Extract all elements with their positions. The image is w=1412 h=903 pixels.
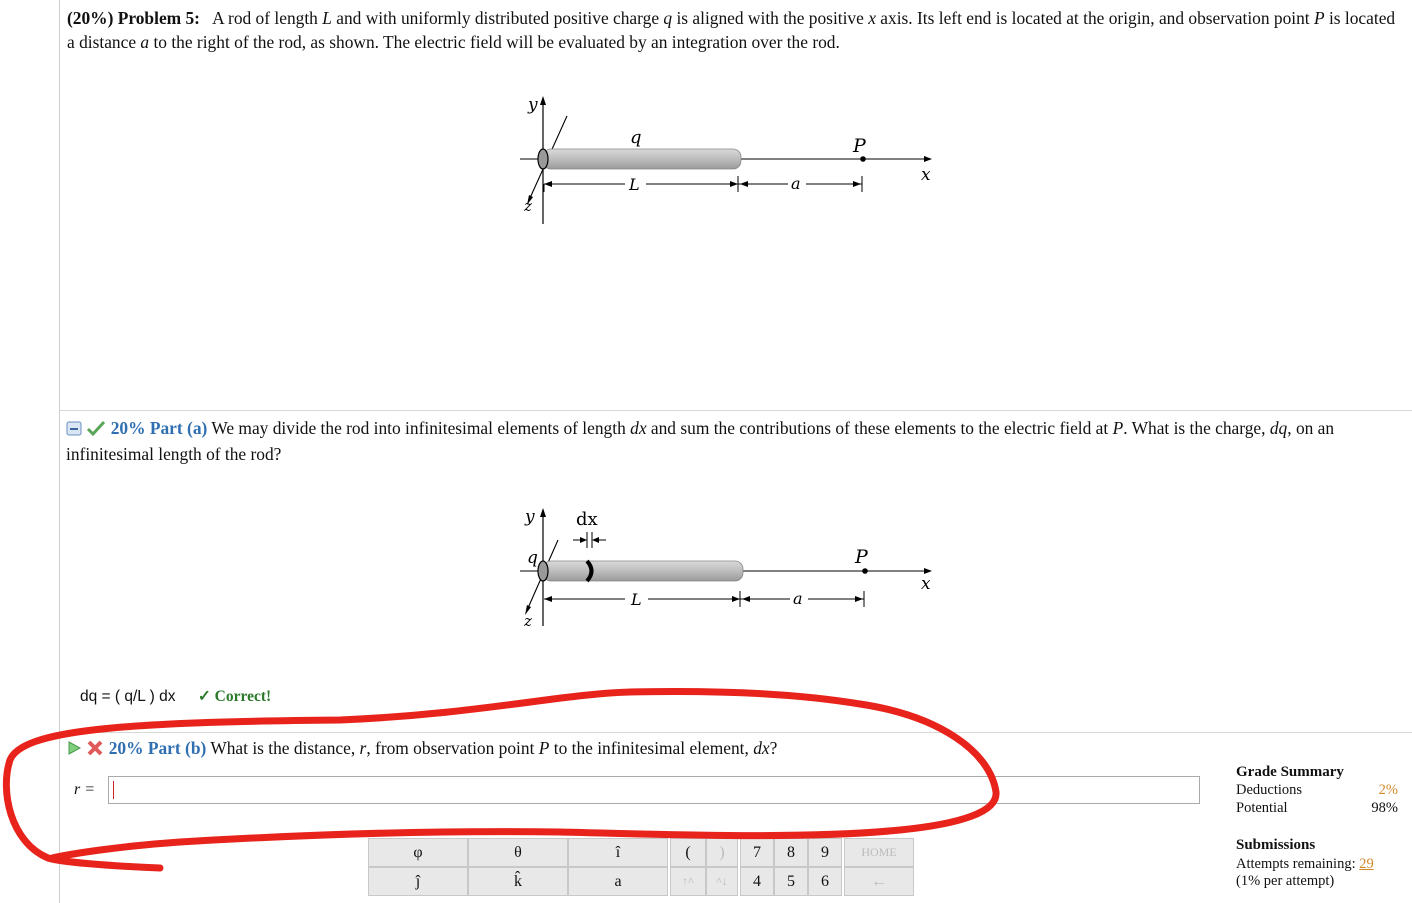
key-superscript[interactable]: ↑^ — [670, 867, 706, 896]
section-divider — [60, 410, 1412, 411]
part-a-text: We may divide the rod into infinitesimal elements of length — [207, 418, 631, 438]
deductions-label: Deductions — [1236, 782, 1303, 798]
key-a[interactable]: a — [568, 867, 668, 896]
key-7[interactable]: 7 — [740, 838, 774, 867]
rod-diagram-figure — [500, 88, 960, 233]
key-6[interactable]: 6 — [808, 867, 842, 896]
incorrect-x-icon — [86, 738, 104, 762]
fig1-P-label: P — [853, 135, 866, 157]
attempts-label: Attempts remaining: — [1236, 856, 1360, 872]
fig2-q-label: q — [527, 548, 538, 568]
var-P: P — [1313, 8, 1325, 28]
key-9[interactable]: 9 — [808, 838, 842, 867]
problem-text: A rod of length — [212, 8, 323, 28]
problem-text: is aligned with the positive — [672, 8, 869, 28]
expand-arrow-icon[interactable] — [66, 738, 82, 762]
var-r: r — [359, 738, 367, 758]
part-b-text: What is the distance, — [206, 738, 360, 758]
fig1-z-label: z — [524, 197, 532, 215]
part-a-answer-value: dq = ( q/L ) dx — [80, 688, 176, 705]
part-b-text: to the infinitesimal element, — [549, 738, 754, 758]
var-L: L — [322, 8, 332, 28]
fig1-a-label: a — [791, 174, 801, 193]
fig1-L-label: L — [629, 175, 640, 194]
key-close-paren[interactable]: ) — [706, 838, 738, 867]
var-a: a — [140, 32, 150, 52]
problem-text: and with uniformly distributed positive charge — [331, 8, 664, 28]
potential-value: 98% — [1371, 800, 1398, 816]
problem-text: is located a distance — [67, 8, 1396, 52]
part-b-text: ? — [769, 738, 778, 758]
key-i-hat[interactable]: î — [568, 838, 668, 867]
per-attempt-note — [1236, 873, 1398, 890]
var-q: q — [663, 8, 673, 28]
key-backspace[interactable]: ← — [844, 867, 914, 896]
problem-statement — [67, 6, 1397, 54]
rod-element-diagram-figure — [500, 500, 960, 640]
key-open-paren[interactable]: ( — [670, 838, 706, 867]
fig2-z-label: z — [524, 612, 532, 630]
problem-title: (20%) Problem 5: — [67, 8, 200, 28]
key-subscript[interactable]: ^↓ — [706, 867, 738, 896]
correct-feedback: ✓ Correct! — [197, 688, 272, 705]
key-4[interactable]: 4 — [740, 867, 774, 896]
var-dx: dx — [753, 738, 770, 758]
part-a-percent: 20% Part (a) — [110, 418, 208, 438]
left-border — [59, 0, 60, 903]
deductions-value: 2% — [1378, 782, 1398, 798]
key-5[interactable]: 5 — [774, 867, 808, 896]
r-answer-input[interactable] — [108, 776, 1200, 804]
key-j-hat[interactable]: ĵ — [368, 867, 468, 896]
submissions-title: Submissions — [1236, 837, 1316, 853]
fig1-x-label: x — [921, 165, 931, 185]
key-theta[interactable]: θ — [468, 838, 568, 867]
section-divider — [60, 732, 1412, 733]
part-a-text: and sum the contributions of these elements to the electric field at — [646, 418, 1113, 438]
potential-label: Potential — [1236, 800, 1288, 816]
var-x: x — [868, 8, 876, 28]
part-b-header — [66, 736, 1386, 762]
problem-text: axis. Its left end is located at the origin, and observation point — [875, 8, 1314, 28]
part-a-text: . What is the charge, — [1123, 418, 1270, 438]
key-phi[interactable]: φ — [368, 838, 468, 867]
part-a-text: , on an infinitesimal length of the rod? — [66, 418, 1335, 464]
var-dx: dx — [630, 418, 647, 438]
problem-text: to the right of the rod, as shown. The electric field will be evaluated by an integration over the rod. — [149, 32, 840, 52]
r-input-label: r = — [74, 781, 96, 798]
var-P: P — [1112, 418, 1124, 438]
fig1-y-label: y — [528, 95, 538, 115]
grade-summary-panel — [1236, 764, 1398, 890]
text-caret — [113, 781, 114, 799]
var-P: P — [538, 738, 550, 758]
checkmark-icon — [86, 418, 106, 442]
fig1-q-label: q — [630, 127, 642, 148]
key-home[interactable]: HOME — [844, 838, 914, 867]
fig2-L-label: L — [631, 590, 642, 609]
key-8[interactable]: 8 — [774, 838, 808, 867]
part-b-percent: 20% Part (b) — [108, 738, 207, 758]
part-a-answer — [80, 687, 271, 706]
part-b-text: , from observation point — [366, 738, 539, 758]
key-k-hat[interactable]: k̂ — [468, 867, 568, 896]
collapse-icon[interactable] — [66, 418, 82, 442]
fig2-dx-label: dx — [576, 509, 598, 530]
var-dq: dq — [1269, 418, 1288, 438]
fig2-P-label: P — [855, 546, 868, 568]
fig2-y-label: y — [525, 507, 535, 527]
per-attempt-text: (1% per attempt) — [1236, 873, 1335, 889]
fig2-x-label: x — [921, 574, 931, 594]
grade-summary-title: Grade Summary — [1236, 764, 1344, 780]
attempts-value[interactable]: 29 — [1359, 856, 1374, 872]
fig2-a-label: a — [793, 589, 803, 608]
part-a-header — [66, 416, 1386, 466]
